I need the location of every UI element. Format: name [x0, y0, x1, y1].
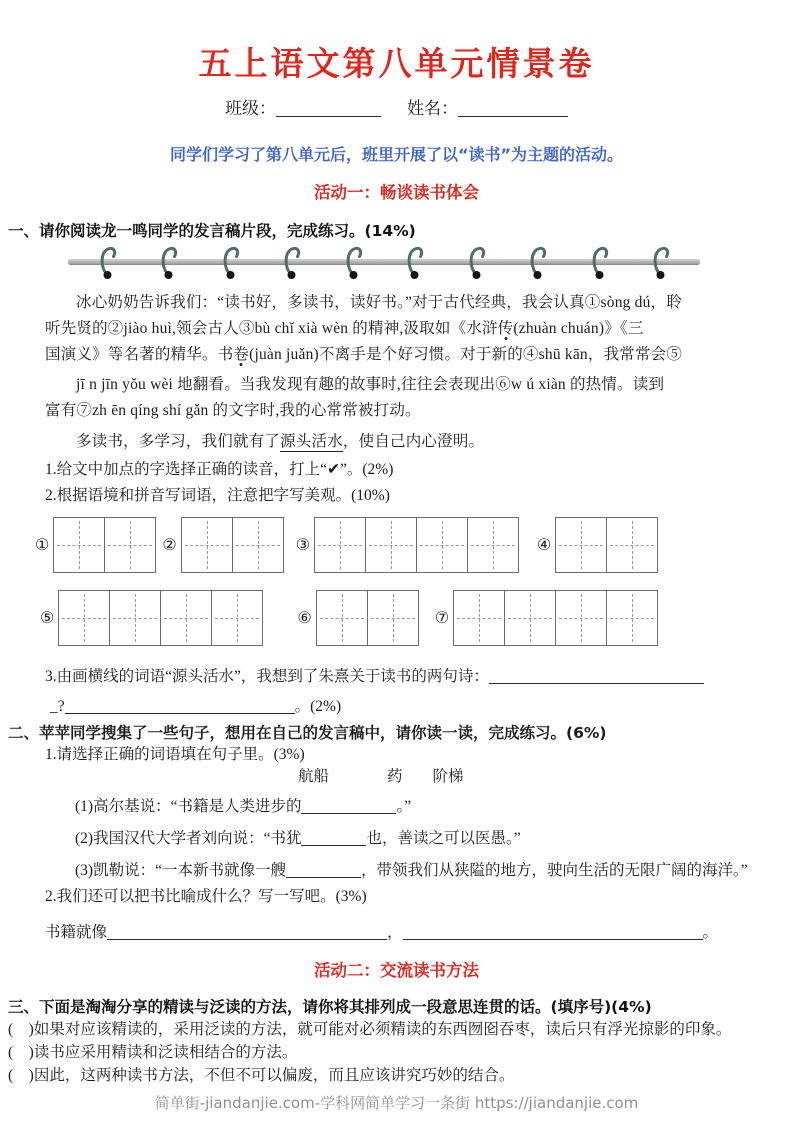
writing-grid-row-1 [35, 517, 793, 573]
sentence-item-2: (2)我国汉代大学者刘向说：“书犹 也，善读之可以医愚。” [75, 830, 521, 847]
binder-rings [58, 244, 743, 286]
writing-cell[interactable] [368, 591, 418, 645]
activity1-heading: 活动一：畅谈读书体会 [314, 183, 479, 202]
binder-ring-icon [405, 244, 427, 280]
sentence-item-3: (3)凯勒说：“一本新书就像一艘 ，带领我们从狭隘的地方，驶向生活的无限广阔的海洋。” [75, 862, 748, 879]
writing-cell[interactable] [556, 591, 607, 645]
grid-label: ④ [537, 537, 552, 554]
writing-cell[interactable] [366, 518, 417, 572]
order-item-2: ( )读书应采用精读和泛读相结合的方法。 [8, 1044, 298, 1061]
simile-line: 书籍就像 ， 。 [45, 924, 719, 941]
writing-grid [181, 517, 284, 573]
order-parens[interactable]: ( ) [8, 1067, 34, 1084]
grid-label: ⑥ [297, 610, 312, 627]
pinyin-grid-2 [162, 517, 283, 573]
pinyin-grid-1 [35, 517, 156, 573]
binder-ring-icon [528, 244, 550, 280]
writing-cell[interactable] [417, 518, 468, 572]
word-bank-item: 药 [387, 768, 403, 785]
grid-label: ⑤ [40, 610, 55, 627]
passage-line: 冰心奶奶告诉我们：“读书好，多读书，读好书。”对于古代经典，我会认真①sòng dú，聆 [76, 294, 682, 311]
fill-blank[interactable] [286, 862, 361, 878]
pinyin-grid-6 [297, 590, 418, 646]
passage-line: 国演义》等名著的精华。书卷(juàn juǎn)不离手是个好习惯。对于新的④shū kān，我常常会⑤ [45, 346, 683, 363]
word-bank [45, 766, 748, 788]
spiral-binding [58, 244, 743, 286]
q1-sub1: 1.给文中加点的字选择正确的读音，打上“✔”。(2%) [45, 461, 394, 478]
binder-ring-icon [159, 244, 181, 280]
grid-label: ⑦ [434, 610, 450, 627]
pinyin-grid-3 [296, 517, 519, 573]
grid-label: ③ [295, 537, 311, 554]
q2-sub2: 2.我们还可以把书比喻成什么？写一写吧。(3%) [45, 888, 367, 905]
writing-grid-row-2 [40, 590, 793, 646]
writing-cell[interactable] [105, 518, 155, 572]
writing-cell[interactable] [607, 518, 657, 572]
writing-cell[interactable] [454, 591, 505, 645]
writing-cell[interactable] [468, 518, 518, 572]
writing-cell[interactable] [233, 518, 283, 572]
fill-blank[interactable] [301, 798, 396, 814]
fill-blank[interactable] [301, 830, 366, 846]
passage-line: 富有⑦zh ēn qíng shí gǎn 的文字时,我的心常常被打动。 [45, 402, 421, 419]
watermark-footer: 简单街-jiandanjie.com-学科网简单学习一条街 https://jiandanjie.com [154, 1094, 639, 1112]
name-input-line[interactable] [458, 101, 568, 117]
activity2-heading: 活动二：交流读书方法 [314, 961, 479, 980]
emphasized-char: 传 [497, 320, 514, 337]
answer-blank[interactable] [403, 924, 703, 940]
writing-grid [453, 590, 658, 646]
question1-header: 一、请你阅读龙一鸣同学的发言稿片段，完成练习。(14%) [8, 222, 416, 240]
q2-sub1: 1.请选择正确的词语填在句子里。(3%) [45, 746, 305, 763]
order-item-1: ( )如果对应该精读的，采用泛读的方法，就可能对必须精读的东西囫囵吞枣，读后只有浮光掠影的印象。 [8, 1021, 732, 1038]
writing-cell[interactable] [54, 518, 105, 572]
pinyin-grid-5 [40, 590, 263, 646]
passage-line: 听先贤的②jiào huì,领会古人③bù chǐ xià wèn 的精神,汲取如《水浒传(zhuàn chuán)》《三 [45, 320, 644, 337]
binder-ring-icon [98, 244, 120, 280]
q1-sub3-line2: _? 。(2%) [50, 698, 342, 715]
class-input-line[interactable] [276, 101, 381, 117]
writing-grid [53, 517, 156, 573]
underlined-phrase: 源头活水 [280, 433, 343, 450]
speech-passage [45, 290, 748, 455]
answer-blank[interactable] [65, 698, 295, 714]
class-label: 班级： [225, 99, 276, 118]
writing-cell[interactable] [315, 518, 366, 572]
writing-cell[interactable] [607, 591, 657, 645]
question2-header: 二、苹苹同学搜集了一些句子，想用在自己的发言稿中，请你读一读，完成练习。(6%) [8, 724, 607, 742]
writing-grid [555, 517, 658, 573]
answer-blank[interactable] [489, 668, 704, 684]
writing-cell[interactable] [317, 591, 368, 645]
passage-line: 多读书，多学习，我们就有了源头活水，使自己内心澄明。 [76, 433, 485, 450]
question3-header: 三、下面是淘淘分享的精读与泛读的方法，请你将其排列成一段意思连贯的话。(填序号)(4%) [8, 998, 652, 1016]
emphasized-char: 卷 [233, 346, 250, 363]
writing-grid [316, 590, 419, 646]
writing-cell[interactable] [110, 591, 161, 645]
writing-grid [58, 590, 263, 646]
word-bank-item: 阶梯 [432, 768, 464, 785]
binder-ring-icon [590, 244, 612, 280]
writing-cell[interactable] [182, 518, 233, 572]
binder-ring-icon [221, 244, 243, 280]
answer-blank[interactable] [107, 924, 387, 940]
q1-sub2: 2.根据语境和拼音写词语，注意把字写美观。(10%) [45, 487, 390, 504]
word-bank-item: 航船 [298, 768, 330, 785]
pinyin-grid-4 [537, 517, 658, 573]
grid-label: ② [162, 537, 177, 554]
intro-text: 同学们学习了第八单元后，班里开展了以“读书”为主题的活动。 [169, 145, 624, 164]
order-parens[interactable]: ( ) [8, 1021, 34, 1038]
writing-cell[interactable] [59, 591, 110, 645]
writing-cell[interactable] [212, 591, 262, 645]
order-parens[interactable]: ( ) [8, 1044, 34, 1061]
passage-line: jī n jīn yǒu wèi 地翻看。当我发现有趣的故事时,往往会表现出⑥w ú xiàn 的热情。读到 [76, 376, 665, 393]
grid-label: ① [35, 537, 50, 554]
student-info-row [0, 97, 793, 121]
binder-ring-icon [651, 244, 673, 280]
order-item-3: ( )因此，这两种读书方法，不但不可以偏废，而且应该讲究巧妙的结合。 [8, 1067, 515, 1084]
name-label: 姓名： [407, 99, 458, 118]
writing-cell[interactable] [505, 591, 556, 645]
writing-cell[interactable] [556, 518, 607, 572]
q1-sub3: 3.由画横线的词语“源头活水”，我想到了朱熹关于读书的两句诗： [45, 666, 748, 688]
page-title: 五上语文第八单元情景卷 [198, 44, 595, 83]
binder-ring-icon [467, 244, 489, 280]
binder-ring-icon [344, 244, 366, 280]
writing-cell[interactable] [161, 591, 212, 645]
binder-ring-icon [282, 244, 304, 280]
pinyin-grid-7 [435, 590, 658, 646]
writing-grid [314, 517, 519, 573]
sentence-item-1: (1)高尔基说：“书籍是人类进步的 。” [75, 798, 412, 815]
